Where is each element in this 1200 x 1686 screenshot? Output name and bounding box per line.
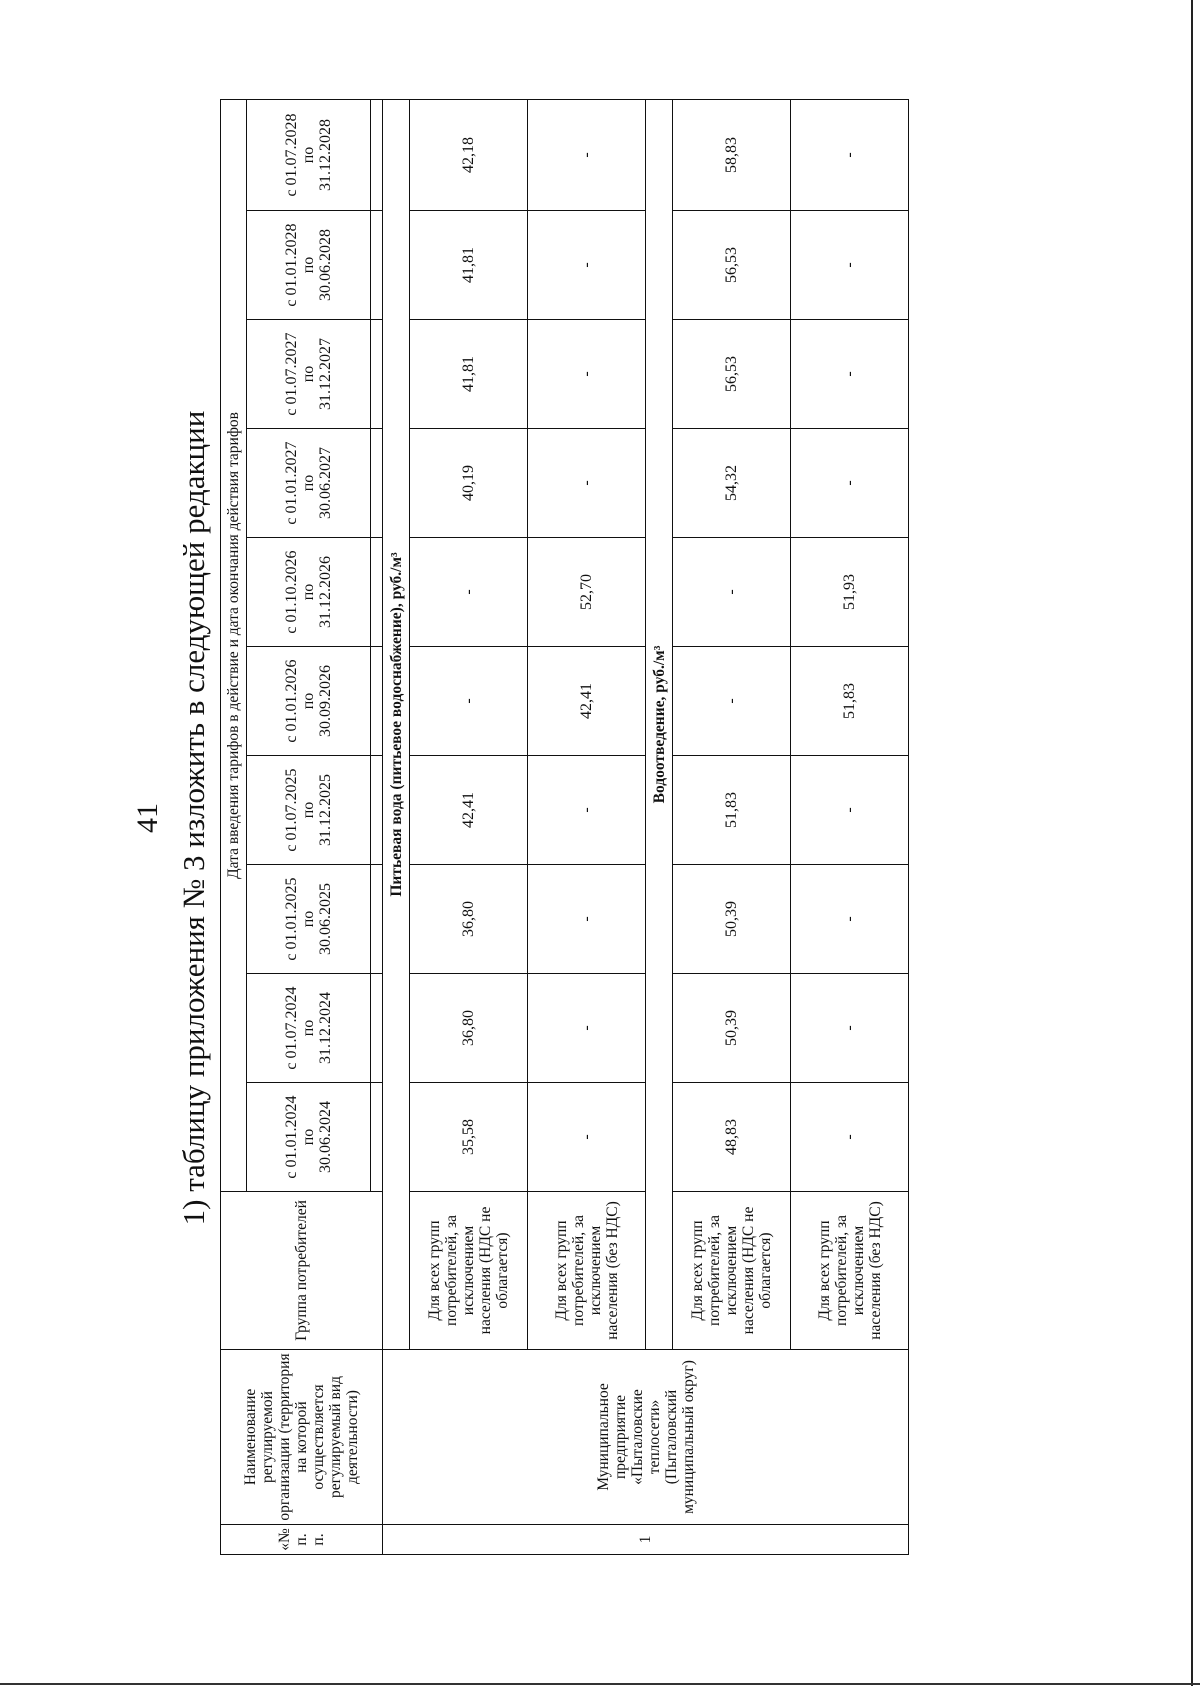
tariff-value: - bbox=[410, 647, 528, 756]
tariff-value: 42,18 bbox=[410, 99, 528, 210]
tariff-value: 50,39 bbox=[673, 865, 791, 974]
period-to: 30.09.2026 bbox=[317, 665, 334, 737]
header-spacer-cell bbox=[371, 974, 383, 1083]
header-period bbox=[247, 974, 371, 1083]
period-po: по bbox=[300, 910, 317, 928]
period-to: 30.06.2027 bbox=[317, 447, 334, 519]
period-po: по bbox=[300, 692, 317, 710]
tariff-value: - bbox=[528, 865, 646, 974]
tariff-value: 48,83 bbox=[673, 1083, 791, 1192]
page-heading: 1) таблицу приложения № 3 изложить в следующей редакции bbox=[176, 410, 211, 1226]
header-period bbox=[247, 756, 371, 865]
header-dates: Дата введения тарифов в действие и дата окончания действия тарифов bbox=[221, 99, 247, 1191]
tariff-value: - bbox=[528, 320, 646, 429]
header-period bbox=[247, 320, 371, 429]
period-to: 31.12.2026 bbox=[317, 556, 334, 628]
header-spacer-cell bbox=[371, 756, 383, 865]
period-po: по bbox=[300, 1128, 317, 1146]
tariff-value: 51,93 bbox=[791, 538, 909, 647]
period-po: по bbox=[300, 583, 317, 601]
period-from: с 01.01.2028 bbox=[283, 223, 300, 307]
tariff-value: - bbox=[791, 320, 909, 429]
period-to: 31.12.2027 bbox=[317, 338, 334, 410]
tariff-value: 41,81 bbox=[410, 320, 528, 429]
tariff-value: - bbox=[791, 1083, 909, 1192]
period-from: с 01.07.2025 bbox=[283, 768, 300, 852]
table-row bbox=[673, 99, 791, 1554]
period-to: 30.06.2025 bbox=[317, 883, 334, 955]
header-spacer-cell bbox=[371, 429, 383, 538]
tariff-value: - bbox=[528, 429, 646, 538]
tariff-value: 36,80 bbox=[410, 865, 528, 974]
period-po: по bbox=[300, 365, 317, 383]
period-po: по bbox=[300, 801, 317, 819]
tariff-value: - bbox=[528, 1083, 646, 1192]
header-period bbox=[247, 211, 371, 320]
header-period bbox=[247, 429, 371, 538]
period-from: с 01.01.2026 bbox=[283, 659, 300, 743]
header-period bbox=[247, 647, 371, 756]
tariff-value: - bbox=[528, 99, 646, 210]
rotated-page-content bbox=[130, 48, 1130, 1588]
tariff-value: 40,19 bbox=[410, 429, 528, 538]
period-from: с 01.07.2027 bbox=[283, 332, 300, 416]
tariff-value: 56,53 bbox=[673, 211, 791, 320]
header-period bbox=[247, 865, 371, 974]
period-from: с 01.01.2027 bbox=[283, 441, 300, 525]
tariff-value: - bbox=[410, 538, 528, 647]
table-row bbox=[410, 99, 528, 1554]
header-period bbox=[247, 538, 371, 647]
page-edge-right bbox=[1191, 0, 1193, 1686]
tariff-value: 42,41 bbox=[410, 756, 528, 865]
period-from: с 01.01.2025 bbox=[283, 877, 300, 961]
page-edge-bottom bbox=[0, 1683, 1200, 1685]
header-number: «№ п. п. bbox=[221, 1525, 383, 1555]
tariff-value: 36,80 bbox=[410, 974, 528, 1083]
tariff-value: - bbox=[791, 99, 909, 210]
consumer-group: Для всех групп потребителей, за исключением населения (НДС не облагается) bbox=[673, 1192, 791, 1350]
period-to: 31.12.2025 bbox=[317, 774, 334, 846]
section-title: Питьевая вода (питьевое водоснабжение), руб./м³ bbox=[383, 99, 410, 1349]
consumer-group: Для всех групп потребителей, за исключением населения (без НДС) bbox=[791, 1192, 909, 1350]
header-organization: Наименование регулируемой организации (территория на которой осуществляется регулируемый вид деятельности) bbox=[221, 1350, 383, 1525]
table-row bbox=[791, 99, 909, 1554]
tariff-value: - bbox=[528, 756, 646, 865]
header-spacer-cell bbox=[371, 1083, 383, 1192]
tariff-value: - bbox=[791, 974, 909, 1083]
tariff-value: 51,83 bbox=[673, 756, 791, 865]
period-to: 31.12.2028 bbox=[317, 118, 334, 191]
period-po: по bbox=[300, 474, 317, 492]
header-spacer-cell bbox=[371, 211, 383, 320]
header-spacer-cell bbox=[371, 865, 383, 974]
tariff-value: 42,41 bbox=[528, 647, 646, 756]
tariff-value: - bbox=[791, 865, 909, 974]
tariff-value: - bbox=[791, 211, 909, 320]
period-po: по bbox=[300, 1019, 317, 1037]
tariff-value: - bbox=[673, 647, 791, 756]
header-consumer-group: Группа потребителей bbox=[221, 1192, 383, 1350]
tariff-value: - bbox=[673, 538, 791, 647]
tariff-value: - bbox=[791, 756, 909, 865]
period-to: 30.06.2024 bbox=[317, 1101, 334, 1173]
tariff-value: - bbox=[528, 211, 646, 320]
tariff-value: 54,32 bbox=[673, 429, 791, 538]
tariff-value: - bbox=[528, 974, 646, 1083]
tariff-value: 56,53 bbox=[673, 320, 791, 429]
consumer-group: Для всех групп потребителей, за исключением населения (без НДС) bbox=[528, 1192, 646, 1350]
consumer-group: Для всех групп потребителей, за исключением населения (НДС не облагается) bbox=[410, 1192, 528, 1350]
period-from: с 01.01.2024 bbox=[283, 1095, 300, 1179]
tariff-table bbox=[220, 99, 909, 1555]
period-from: с 01.07.2024 bbox=[283, 986, 300, 1070]
period-from: с 01.07.2028 bbox=[283, 113, 300, 197]
tariff-value: 35,58 bbox=[410, 1083, 528, 1192]
period-po: по bbox=[300, 256, 317, 274]
header-spacer-cell bbox=[371, 320, 383, 429]
header-period bbox=[247, 1083, 371, 1192]
period-from: с 01.10.2026 bbox=[283, 550, 300, 634]
period-po: по bbox=[300, 146, 317, 164]
period-to: 30.06.2028 bbox=[317, 229, 334, 301]
tariff-value: 52,70 bbox=[528, 538, 646, 647]
tariff-value: 41,81 bbox=[410, 211, 528, 320]
page-number: 41 bbox=[131, 803, 164, 833]
tariff-value: 51,83 bbox=[791, 647, 909, 756]
header-spacer-cell bbox=[371, 538, 383, 647]
header-period bbox=[247, 99, 371, 210]
organization-name: Муниципальное предприятие «Пыталовские теплосети» (Пыталовский муниципальный округ) bbox=[383, 1350, 909, 1525]
period-to: 31.12.2024 bbox=[317, 992, 334, 1064]
table-row bbox=[528, 99, 646, 1554]
header-spacer-cell bbox=[371, 647, 383, 756]
header-spacer-cell bbox=[371, 99, 383, 210]
tariff-value: 58,83 bbox=[673, 99, 791, 210]
tariff-value: 50,39 bbox=[673, 974, 791, 1083]
row-number: 1 bbox=[383, 1525, 909, 1555]
tariff-value: - bbox=[791, 429, 909, 538]
section-title: Водоотведение, руб./м³ bbox=[646, 99, 673, 1349]
